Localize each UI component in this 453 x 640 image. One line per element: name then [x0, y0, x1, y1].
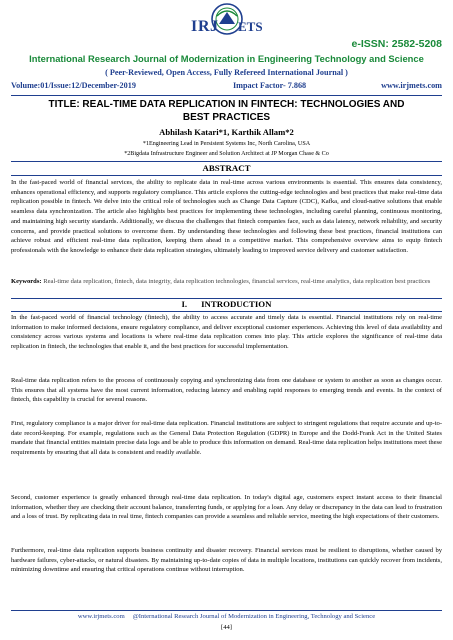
- volume-row: [11, 81, 442, 93]
- svg-text:I: I: [191, 18, 198, 35]
- abstract-heading: ABSTRACT: [202, 163, 251, 173]
- eissn-label: e-ISSN: 2582-5208: [351, 38, 442, 50]
- affiliation-2: *2Bigdata Infrastructure Engineer and Solution Architect at JP Morgan Chase & Co: [124, 151, 329, 157]
- impact-factor: Impact Factor- 7.868: [233, 81, 307, 90]
- affiliation-1: *1Engineering Lead in Persistent Systems Inc, North Carolina, USA: [142, 141, 311, 147]
- irjmets-logo-icon: [181, 2, 273, 40]
- authors: Abhilash Katari*1, Karthik Allam*2: [159, 127, 294, 137]
- intro-paragraph-2: Real-time data replication refers to the process of continuously copying and synchronizing data from one database or system to another as soon as changes occur. This ensures that all systems have the most current information, reducing latency and enabling rapid responses to emerging trends and events. In the context of fintech, this capability is crucial for several reasons.: [11, 377, 442, 404]
- section-number: I.: [181, 299, 188, 309]
- abstract-bottom-rule: [11, 175, 442, 176]
- intro-paragraph-3: First, regulatory compliance is a major driver for real-time data replication. Financial institutions are subject to stringent regulations that require accurate and up-to-date record-keeping. For example, regulations such as the General Data Protection Regulation (GDPR) in Europe and the Dodd-Frank Act in the United States mandate that financial entities maintain precise data logs and be able to produce this information on demand. Real-time data replication helps institutions meet these requirements by ensuring that all data is consistent and readily available.: [11, 420, 442, 457]
- intro-paragraph-5: Furthermore, real-time data replication supports business continuity and disaster recovery. Financial services must be resilient to disruptions, whether caused by hardware failures, cyber-attacks, or natural disasters. By maintaining up-to-date copies of data in multiple locations, institutions can quickly recover from incidents, minimizing downtime and ensuring that critical operations continue without interruption.: [11, 547, 442, 574]
- section-title: INTRODUCTION: [201, 299, 272, 309]
- abstract-text: In the fast-paced world of financial services, the ability to replicate data in real-time across various environments is essential. This ensures data consistency, enhances operational efficiency, and supports regulatory compliance. This article explores the cutting-edge technologies and best practices that make real-time data replication possible in fintech. We delve into the critical role of technologies such as Change Data Capture (CDC), Kafka, and cloud-native solutions that enable seamless data synchronization. The article also highlights best practices for implementing these technologies, including careful planning, continuous monitoring, and maintaining high security standards. Additionally, we discuss the challenges that fintech companies face, such as data latency, network reliability, and security concerns, and provide practical solutions to overcome them. By understanding these technologies and following these best practices, financial institutions can achieve robust and efficient real-time data replication, keeping them ahead in a competitive market. This comprehensive overview aims to equip fintech professionals with the knowledge to enhance their data replication strategies, ultimately leading to improved service delivery and customer satisfaction.: [11, 179, 442, 254]
- svg-text:J: J: [210, 18, 218, 35]
- header-website-link[interactable]: www.irjmets.com: [381, 81, 442, 90]
- header-divider: [11, 95, 442, 96]
- svg-text:ETS: ETS: [238, 19, 263, 34]
- keywords: [11, 277, 442, 287]
- intro-bottom-rule: [11, 311, 442, 312]
- title-line-2: BEST PRACTICES: [182, 112, 271, 123]
- footer-copyright: @International Research Journal of Modernization in Engineering, Technology and Science: [132, 613, 376, 620]
- paper-title: [18, 98, 435, 124]
- title-line-1: TITLE: REAL-TIME DATA REPLICATION IN FINTECH: TECHNOLOGIES AND: [48, 99, 405, 110]
- volume-issue: Volume:01/Issue:12/December-2019: [11, 81, 136, 90]
- intro-paragraph-4: Second, customer experience is greatly enhanced through real-time data replication. In today's digital age, customers expect instant access to their financial information, whether they are checking their account balance, transferring funds, or applying for a loan. Any delay or discrepancy in the data can lead to frustration and a loss of trust. By replicating data in real time, fintech companies can provide a seamless and reliable service, meeting the high expectations of their customers.: [11, 494, 442, 521]
- footer-website-link[interactable]: www.irjmets.com: [77, 613, 125, 620]
- journal-logo: [181, 2, 273, 40]
- footer: [0, 613, 453, 620]
- section-heading-introduction: [0, 299, 453, 309]
- review-note: ( Peer-Reviewed, Open Access, Fully Refereed International Journal ): [105, 68, 348, 77]
- keywords-text: Real-time data replication, fintech, data integrity, data replication technologies, financial services, real-time analytics, data replication best practices: [43, 278, 431, 285]
- abstract-top-rule: [11, 161, 442, 162]
- keywords-label: Keywords:: [11, 278, 42, 285]
- footer-rule: [11, 610, 442, 611]
- svg-text:R: R: [198, 18, 210, 35]
- intro-paragraph-1: In the fast-paced world of financial technology (fintech), the ability to access accurate and timely data is essential. Financial institutions rely on real-time information to make informed decisions, ensure regulatory compliance, and deliver exceptional customer experiences. Achieving this level of data availability and consistency across various systems and locations is where real-time data replication comes into play. This article explores the significance of real-time data replication in fintech, the technologies that enable it, and the best practices for successful implementation.: [11, 314, 442, 351]
- journal-name: International Research Journal of Modernization in Engineering Technology and Science: [29, 53, 424, 64]
- page-number: [44]: [221, 624, 232, 631]
